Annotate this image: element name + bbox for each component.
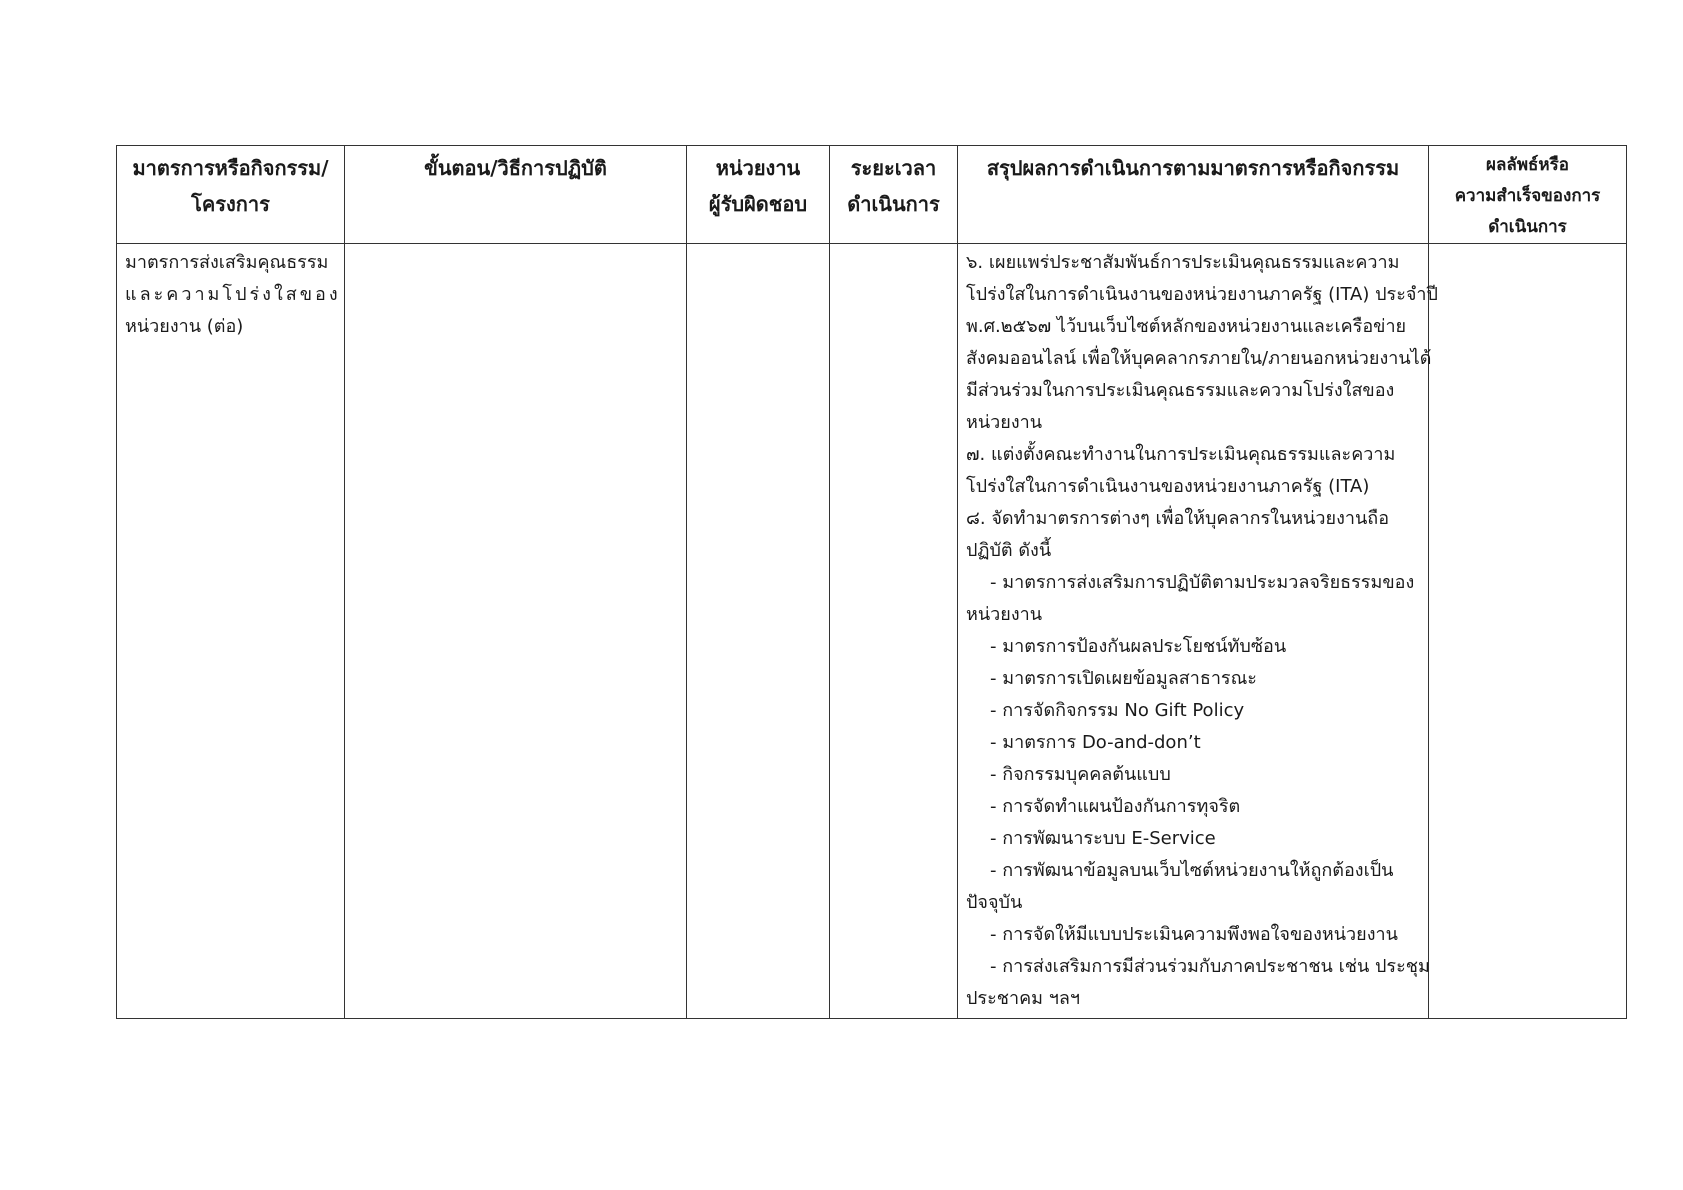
summary-line: โปร่งใสในการดำเนินงานของหน่วยงานภาครัฐ (ITA) ประจำปี <box>966 284 1438 305</box>
header-measure <box>117 146 345 244</box>
header-steps-label: ขั้นตอน/วิธีการปฏิบัติ <box>424 156 607 180</box>
cell-unit <box>687 244 830 1019</box>
summary-item-continuation: ประชาคม ฯลฯ <box>966 988 1080 1009</box>
header-summary <box>958 146 1429 244</box>
measure-line-2: และความโปร่งใสของ <box>125 284 341 305</box>
summary-item: - มาตรการ Do-and-don’t <box>990 732 1201 753</box>
measure-line-1: มาตรการส่งเสริมคุณธรรม <box>125 252 329 273</box>
header-steps <box>345 146 687 244</box>
header-summary-label: สรุปผลการดำเนินการตามมาตรการหรือกิจกรรม <box>986 156 1400 180</box>
header-period <box>830 146 958 244</box>
header-unit-line-2: ผู้รับผิดชอบ <box>708 192 808 216</box>
cell-measure <box>117 244 345 1019</box>
header-result-line-2: ความสำเร็จของการ <box>1454 186 1601 206</box>
summary-line: ปฏิบัติ ดังนี้ <box>966 540 1052 561</box>
header-result <box>1429 146 1627 244</box>
header-result-line-3: ดำเนินการ <box>1488 217 1567 237</box>
summary-item: - มาตรการป้องกันผลประโยชน์ทับซ้อน <box>990 636 1287 657</box>
summary-item: - กิจกรรมบุคคลต้นแบบ <box>990 764 1171 785</box>
cell-summary <box>958 244 1438 1019</box>
table-row <box>117 244 1627 1019</box>
summary-item: - การจัดกิจกรรม No Gift Policy <box>990 700 1245 721</box>
summary-line: ๗. แต่งตั้งคณะทำงานในการประเมินคุณธรรมและความ <box>966 444 1396 465</box>
summary-item: - มาตรการเปิดเผยข้อมูลสาธารณะ <box>990 668 1257 689</box>
summary-line: ๖. เผยแพร่ประชาสัมพันธ์การประเมินคุณธรรมและความ <box>966 252 1400 273</box>
cell-result <box>1429 244 1627 1019</box>
summary-item-continuation: หน่วยงาน <box>966 604 1043 625</box>
summary-list <box>966 567 1430 1015</box>
summary-line: ๘. จัดทำมาตรการต่างๆ เพื่อให้บุคลากรในหน่วยงานถือ <box>966 508 1389 529</box>
summary-item: - การส่งเสริมการมีส่วนร่วมกับภาคประชาชน เช่น ประชุม <box>990 956 1430 977</box>
summary-line: มีส่วนร่วมในการประเมินคุณธรรมและความโปร่งใสของ <box>966 380 1395 401</box>
plan-table <box>116 145 1627 1019</box>
header-measure-line-1: มาตรการหรือกิจกรรม/ <box>132 156 329 180</box>
header-unit-line-1: หน่วยงาน <box>715 156 801 180</box>
table-header-row <box>117 146 1627 244</box>
header-unit <box>687 146 830 244</box>
summary-line: โปร่งใสในการดำเนินงานของหน่วยงานภาครัฐ (ITA) <box>966 476 1370 497</box>
summary-item: - มาตรการส่งเสริมการปฏิบัติตามประมวลจริยธรรมของ <box>990 572 1415 593</box>
summary-item: - การพัฒนาระบบ E-Service <box>990 828 1216 849</box>
summary-text <box>966 247 1438 567</box>
summary-line: พ.ศ.๒๕๖๗ ไว้บนเว็บไซต์หลักของหน่วยงานและเครือข่าย <box>966 316 1407 337</box>
summary-item-continuation: ปัจจุบัน <box>966 892 1023 913</box>
summary-line: หน่วยงาน <box>966 412 1043 433</box>
cell-steps <box>345 244 687 1019</box>
summary-line: สังคมออนไลน์ เพื่อให้บุคคลากรภายใน/ภายนอกหน่วยงานได้ <box>966 348 1432 369</box>
summary-item: - การพัฒนาข้อมูลบนเว็บไซต์หน่วยงานให้ถูกต้องเป็น <box>990 860 1394 881</box>
cell-period <box>830 244 958 1019</box>
header-measure-line-2: โครงการ <box>191 192 270 216</box>
header-result-line-1: ผลลัพธ์หรือ <box>1486 155 1569 175</box>
summary-item: - การจัดทำแผนป้องกันการทุจริต <box>990 796 1241 817</box>
header-period-line-1: ระยะเวลา <box>850 156 937 180</box>
header-period-line-2: ดำเนินการ <box>847 192 940 216</box>
summary-item: - การจัดให้มีแบบประเมินความพึงพอใจของหน่วยงาน <box>990 924 1398 945</box>
measure-line-3: หน่วยงาน (ต่อ) <box>125 316 244 337</box>
